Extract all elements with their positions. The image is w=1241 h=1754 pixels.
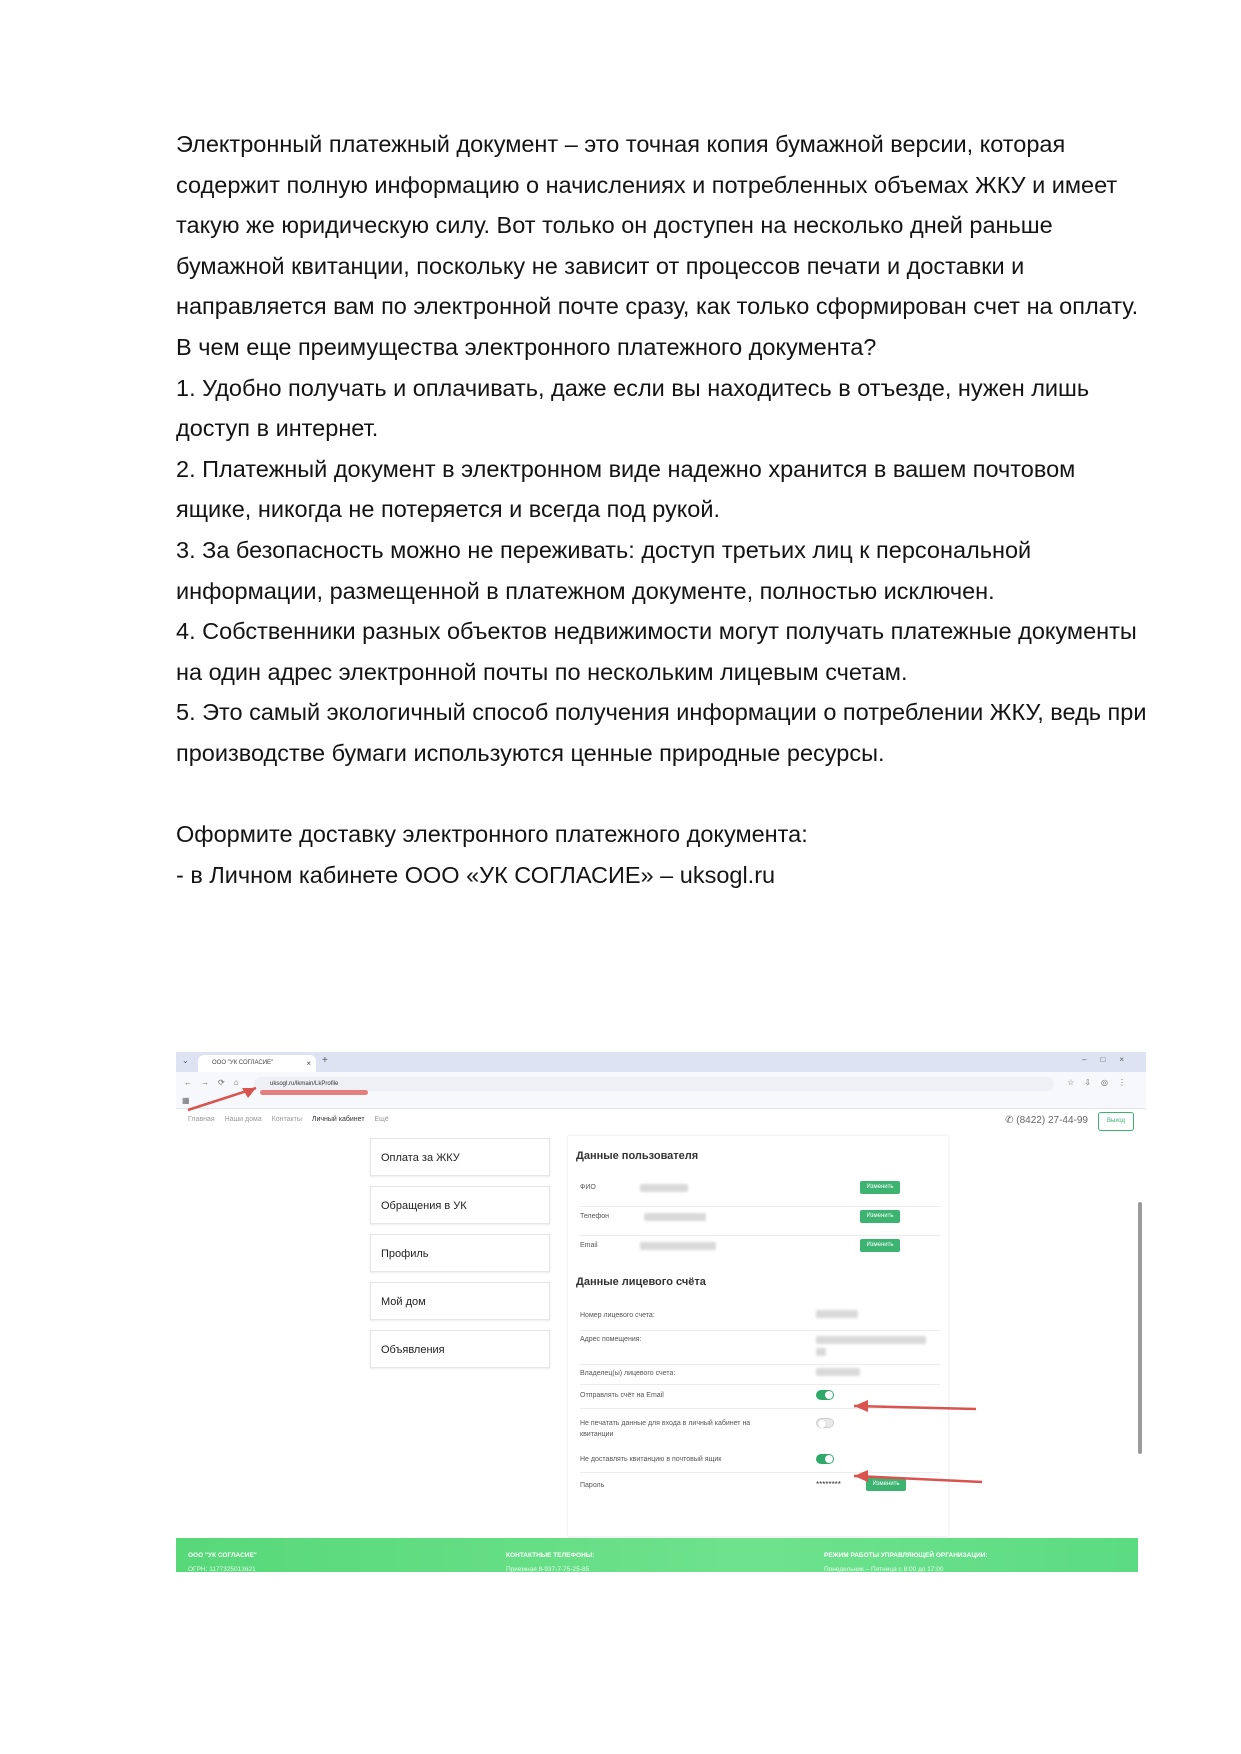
close-icon[interactable]: ×: [306, 1059, 311, 1068]
tab-list-chevron-icon[interactable]: ⌄: [182, 1056, 189, 1065]
user-row-label: Email: [580, 1242, 598, 1249]
arrow-to-url: [188, 1088, 256, 1110]
password-value: ********: [816, 1480, 841, 1489]
logout-button[interactable]: Выход: [1098, 1112, 1134, 1131]
footer-phones-sub: Приемная 8-937-7-75-25-85: [506, 1566, 590, 1572]
phone-icon: ✆: [1005, 1115, 1014, 1126]
nav-item-contacts[interactable]: Контакты: [271, 1116, 302, 1123]
nav-item-cabinet[interactable]: Личный кабинет: [311, 1116, 365, 1123]
menu-item-profile[interactable]: Профиль: [370, 1234, 550, 1272]
toggle-label: Не доставлять квитанцию в почтовый ящик: [580, 1456, 722, 1463]
menu-item-payment[interactable]: Оплата за ЖКУ: [370, 1138, 550, 1176]
menu-item-my-house[interactable]: Мой дом: [370, 1282, 550, 1320]
account-row-label: Владелец(ы) лицевого счета:: [580, 1370, 676, 1377]
arrow-to-mailbox-toggle: [854, 1470, 982, 1482]
document-body: [176, 124, 1156, 895]
toggle-label: Отправлять счёт на Email: [580, 1392, 664, 1399]
paragraph-point-3: 3. За безопасность можно не переживать: доступ третьих лиц к персональной информации, размещенной в платежном документе, полностью исключен.: [176, 536, 1032, 604]
paragraph-gap: [176, 774, 1156, 815]
cta-heading: Оформите доставку электронного платежного документа:: [176, 821, 808, 848]
address-bar-url: uksogl.ru/lkmain/LkProfile: [270, 1081, 339, 1087]
footer-phones: КОНТАКТНЫЕ ТЕЛЕФОНЫ:: [506, 1552, 595, 1559]
edit-phone-button[interactable]: Изменить: [860, 1210, 900, 1223]
toolbar-actions-icon[interactable]: ☆⇩◎⋮: [1067, 1078, 1136, 1087]
phone-text: (8422) 27-44-99: [1016, 1115, 1088, 1126]
arrow-to-email-toggle: [854, 1400, 976, 1412]
user-section-title: Данные пользователя: [576, 1150, 699, 1162]
password-label: Пароль: [580, 1482, 605, 1489]
paragraph-point-5: 5. Это самый экологичный способ получения информации о потреблении ЖКУ, ведь при производстве бумаги используются ценные природные ресурсы.: [176, 699, 1147, 766]
footer-hours-sub: Понедельник – Пятница с 8:00 до 17:00: [824, 1566, 944, 1572]
paragraph-point-1: 1. Удобно получать и оплачивать, даже если вы находитесь в отъезде, нужен лишь доступ в интернет.: [176, 374, 1090, 442]
apps-grid-icon[interactable]: ▦: [182, 1096, 190, 1105]
edit-fio-button[interactable]: Изменить: [860, 1181, 900, 1194]
toggle-label: Не печатать данные для входа в личный кабинет на квитанции: [580, 1420, 751, 1438]
cta-item: - в Личном кабинете ООО «УК СОГЛАСИЕ» – uksogl.ru: [176, 861, 776, 888]
footer-hours: РЕЖИМ РАБОТЫ УПРАВЛЯЮЩЕЙ ОРГАНИЗАЦИИ:: [824, 1552, 988, 1559]
embedded-screenshot: [176, 1052, 1146, 1572]
footer-company-sub: ОГРН: 1177325013621: [188, 1566, 256, 1572]
nav-item-houses[interactable]: Наши дома: [224, 1116, 262, 1123]
nav-item-home[interactable]: Главная: [188, 1116, 215, 1123]
account-row-label: Номер лицевого счета:: [580, 1312, 655, 1319]
back-forward-reload-icon[interactable]: ←→⟳⌂: [184, 1078, 248, 1087]
edit-email-button[interactable]: Изменить: [860, 1239, 900, 1252]
account-section-title: Данные лицевого счёта: [576, 1276, 706, 1288]
change-password-button[interactable]: Изменить: [866, 1478, 906, 1491]
paragraph-point-2: 2. Платежный документ в электронном виде надежно хранится в вашем почтовом ящике, никогда не потеряется и всегда под рукой.: [176, 455, 1076, 523]
paragraph-point-4: 4. Собственники разных объектов недвижимости могут получать платежные документы на один адрес электронной почты по нескольким лицевым счетам.: [176, 618, 1137, 685]
user-row-label: ФИО: [580, 1184, 596, 1191]
window-controls-icon[interactable]: –□×: [1082, 1055, 1138, 1064]
annotation-arrows: [176, 1052, 1146, 1572]
nav-item-more[interactable]: Ещё: [374, 1116, 389, 1123]
menu-item-announcements[interactable]: Объявления: [370, 1330, 550, 1368]
account-row-label: Адрес помещения:: [580, 1336, 642, 1343]
footer-company: ООО "УК СОГЛАСИЕ": [188, 1552, 257, 1559]
user-row-label: Телефон: [580, 1213, 610, 1220]
plus-icon[interactable]: +: [322, 1055, 328, 1066]
paragraph-question: В чем еще преимущества электронного платежного документа?: [176, 333, 877, 360]
paragraph-intro: Электронный платежный документ – это точная копия бумажной версии, которая содержит полную информацию о начислениях и потребленных объемах ЖКУ и имеет такую же юридическую силу. Вот только он доступен на несколько дней раньше бумажной квитанции, поскольку не зависит от процессов печати и доставки и направляется вам по электронной почте сразу, как только сформирован счет на оплату.: [176, 131, 1139, 320]
browser-tab-title: ООО "УК СОГЛАСИЕ": [212, 1060, 274, 1066]
menu-item-appeals[interactable]: Обращения в УК: [370, 1186, 550, 1224]
